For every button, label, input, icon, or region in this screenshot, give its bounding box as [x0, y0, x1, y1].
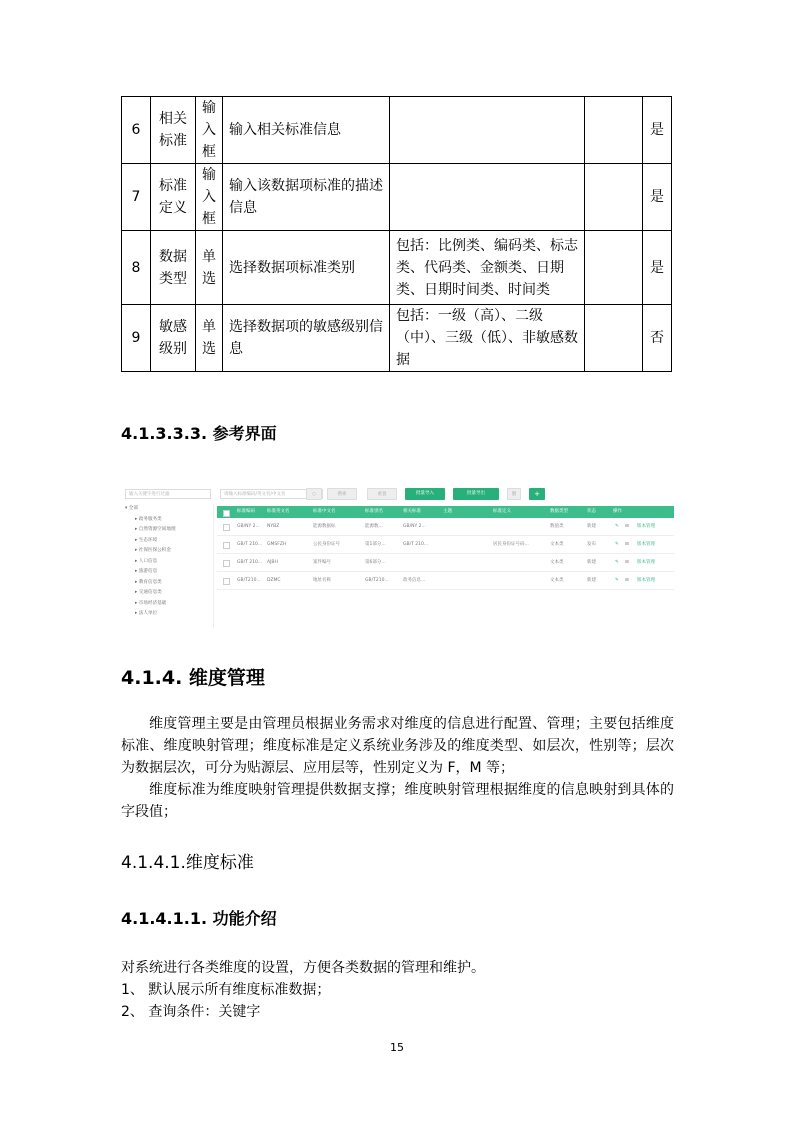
table-row[interactable] — [217, 572, 674, 590]
delete-icon[interactable]: ⊟ — [625, 524, 629, 529]
chevron-icon: ▸ — [135, 569, 139, 574]
cell-type: 单选 — [196, 231, 223, 305]
delete-icon[interactable]: ⊟ — [625, 560, 629, 565]
cell-no: 8 — [122, 231, 151, 305]
column-header: 标准英文名 — [267, 509, 290, 514]
table-cell: GB/NY 2... — [237, 524, 260, 529]
reference-screenshot — [121, 482, 674, 628]
table-cell: 文本类 — [550, 560, 564, 565]
cell-req: 是 — [643, 97, 672, 164]
table-cell: 居民身份证号码... — [493, 542, 529, 547]
cell-name: 标准定义 — [151, 164, 196, 231]
toolbar — [121, 482, 674, 504]
column-header: 标准中文名 — [313, 509, 336, 514]
text-item-2: 2、 查询条件：关键字 — [121, 1004, 261, 1020]
version-manage-link[interactable]: 版本管理 — [637, 542, 655, 547]
chevron-icon: ▸ — [135, 527, 139, 532]
tree-item[interactable] — [121, 557, 213, 568]
heading-dimension-standard: 4.1.4.1.维度标准 — [121, 853, 254, 873]
cell-rule — [390, 97, 585, 164]
cell-desc: 选择数据项标准类别 — [223, 231, 390, 305]
column-header: 状态 — [587, 509, 596, 514]
chevron-icon: ▸ — [135, 548, 139, 553]
search-icon[interactable]: ○ — [306, 488, 322, 500]
tree-item-label: 生态环境 — [138, 537, 158, 543]
cell-rule: 包括：一级（高）、二级（中）、三级（低）、非敏感数据 — [390, 305, 585, 372]
table-row — [122, 164, 672, 231]
edit-icon[interactable]: ✎ — [615, 560, 619, 565]
table-cell: 能源数... — [365, 524, 383, 529]
tree-item[interactable] — [121, 504, 213, 515]
tree-item-label: 交通信息类 — [138, 590, 162, 595]
cell-rule — [390, 164, 585, 231]
select-all-checkbox[interactable] — [223, 510, 230, 517]
tree-item-label: 自然资源空间地理 — [138, 527, 176, 532]
table-cell: GB/T 210... — [237, 542, 263, 547]
table-cell: GB/T 210... — [403, 542, 429, 547]
table-row[interactable] — [217, 554, 674, 572]
cell-req: 是 — [643, 164, 672, 231]
version-manage-link[interactable]: 版本管理 — [637, 578, 655, 583]
table-cell: 新建 — [587, 578, 596, 583]
table-cell: 第1部分... — [365, 542, 386, 547]
cell-req: 是 — [643, 231, 672, 305]
paragraph-support: 维度标准为维度映射管理提供数据支撑；维度映射管理根据维度的信息映射到具体的字段值； — [121, 782, 674, 820]
table-cell: GB/T 210... — [237, 560, 263, 565]
table-row — [122, 305, 672, 372]
cell-blank — [585, 164, 643, 231]
chevron-icon: ▸ — [135, 590, 139, 595]
cell-name: 敏感级别 — [151, 305, 196, 372]
tree-item[interactable] — [121, 546, 213, 557]
delete-button[interactable]: 删 — [507, 488, 521, 500]
table-cell: 文本类 — [550, 578, 564, 583]
heading-reference-ui: 4.1.3.3.3. 参考界面 — [121, 424, 277, 443]
table-row — [122, 231, 672, 305]
search-input[interactable]: 请输入标准编码/英文名/中文名 — [220, 489, 323, 499]
tree-item[interactable] — [121, 588, 213, 599]
tree-item[interactable] — [121, 525, 213, 536]
table-cell: 能源数据标 — [313, 524, 336, 529]
table-cell: 发布 — [587, 542, 596, 547]
table-cell: 案件编号 — [313, 560, 331, 565]
version-manage-link[interactable]: 版本管理 — [637, 524, 655, 529]
column-header: 标准定义 — [493, 509, 511, 514]
delete-icon[interactable]: ⊟ — [625, 542, 629, 547]
tree-item-label: 社保医保公积金 — [138, 548, 171, 553]
cell-rule: 包括：比例类、编码类、标志类、代码类、金额类、日期类、日期时间类、时间类 — [390, 231, 585, 305]
table-cell: 政务信息... — [403, 578, 426, 583]
cell-req: 否 — [643, 305, 672, 372]
heading-function-intro: 4.1.4.1.1. 功能介绍 — [121, 909, 277, 928]
table-cell: 公民身份证号 — [313, 542, 340, 547]
delete-icon[interactable]: ⊟ — [625, 578, 629, 583]
column-header: 相关标准 — [403, 509, 421, 514]
page-number: 15 — [390, 1041, 404, 1054]
tree-item-label: 旅游信息 — [138, 569, 158, 574]
cell-type: 单选 — [196, 305, 223, 372]
row-checkbox[interactable] — [223, 560, 230, 567]
tree-item[interactable] — [121, 536, 213, 547]
column-header: 数据类型 — [550, 509, 568, 514]
tree-item[interactable] — [121, 515, 213, 526]
reset-button[interactable]: 重置 — [367, 488, 397, 500]
cell-name: 相关标准 — [151, 97, 196, 164]
add-button[interactable]: + — [529, 488, 545, 500]
search-button[interactable]: 搜索 — [327, 488, 357, 500]
cell-blank — [585, 305, 643, 372]
heading-dimension-management: 4.1.4. 维度管理 — [121, 667, 265, 689]
table-cell: GB/NY 2... — [403, 524, 426, 529]
edit-icon[interactable]: ✎ — [615, 578, 619, 583]
cell-no: 6 — [122, 97, 151, 164]
version-manage-link[interactable]: 版本管理 — [637, 560, 655, 565]
column-header: 标准编码 — [237, 509, 255, 514]
tree-item-label: 法人单位 — [138, 611, 158, 616]
tree-item-label: 教育信息类 — [138, 579, 162, 585]
table-cell: 文本类 — [550, 542, 564, 547]
tree-item[interactable] — [121, 567, 213, 578]
table-cell: 新建 — [587, 524, 596, 529]
edit-icon[interactable]: ✎ — [615, 524, 619, 529]
cell-type: 输入框 — [196, 97, 223, 164]
paragraph-intro: 维度管理主要是由管理员根据业务需求对维度的信息进行配置、管理；主要包括维度标准、维度映射管理；维度标准是定义系统业务涉及的维度类型、如层次，性别等；层次为数据层次，可分为贴源层、应用层等，性别定义为 F，M 等； — [121, 716, 674, 776]
column-header: 主题 — [443, 509, 452, 514]
table-row[interactable] — [217, 518, 674, 536]
table-cell: 新建 — [587, 560, 596, 565]
table-cell: GB/T210... — [365, 578, 389, 583]
row-checkbox[interactable] — [223, 542, 230, 549]
tree-item-label: 政务服务类 — [138, 516, 162, 522]
text-function-summary: 对系统进行各类维度的设置，方便各类数据的管理和维护。 — [121, 960, 485, 976]
table-cell: NYBZ — [267, 524, 280, 529]
chevron-icon: ▸ — [135, 611, 139, 616]
table-cell: GB/T210... — [237, 578, 261, 583]
cell-desc: 输入相关标准信息 — [223, 97, 390, 164]
tree-item-label: 全部 — [128, 506, 138, 511]
table-row[interactable] — [217, 536, 674, 554]
cell-blank — [585, 97, 643, 164]
spec-table — [121, 96, 672, 372]
export-button[interactable]: 批量导出 — [453, 488, 499, 500]
chevron-icon: ▸ — [135, 537, 139, 543]
text-item-1: 1、 默认展示所有维度标准数据； — [121, 982, 331, 998]
cell-name: 数据类型 — [151, 231, 196, 305]
tree-item[interactable] — [121, 599, 213, 610]
tree-item-label: 市场经济基础 — [138, 600, 167, 606]
import-button[interactable]: 批量导入 — [405, 488, 445, 500]
chevron-icon: ▸ — [135, 558, 139, 564]
table-cell: 第6部分... — [365, 560, 386, 565]
cell-desc: 输入该数据项标准的描述信息 — [223, 164, 390, 231]
table-cell: AJBH — [267, 560, 278, 565]
column-header: 操作 — [613, 509, 622, 514]
grid-header — [217, 506, 674, 518]
standards-grid — [217, 506, 674, 590]
tree-filter-input[interactable]: 输入关键字进行过滤 — [125, 489, 211, 499]
cell-no: 9 — [122, 305, 151, 372]
edit-icon[interactable]: ✎ — [615, 542, 619, 547]
cell-blank — [585, 231, 643, 305]
table-cell: 地址名称 — [313, 578, 331, 583]
chevron-icon: ▸ — [135, 516, 139, 522]
table-cell: GMSFZH — [267, 542, 287, 547]
tree-item[interactable] — [121, 578, 213, 589]
cell-no: 7 — [122, 164, 151, 231]
chevron-icon: ▸ — [135, 600, 139, 606]
tree-item[interactable] — [121, 609, 213, 620]
category-tree — [121, 504, 214, 628]
row-checkbox[interactable] — [223, 524, 230, 531]
tree-item-label: 人口信息 — [138, 558, 158, 564]
chevron-icon: ▾ — [125, 506, 129, 511]
table-row — [122, 97, 672, 164]
row-checkbox[interactable] — [223, 578, 230, 585]
table-cell: DZMC — [267, 578, 281, 583]
cell-type: 输入框 — [196, 164, 223, 231]
cell-desc: 选择数据项的敏感级别信息 — [223, 305, 390, 372]
chevron-icon: ▸ — [135, 579, 139, 585]
table-cell: 数值类 — [550, 524, 564, 529]
column-header: 标准别名 — [365, 509, 383, 514]
